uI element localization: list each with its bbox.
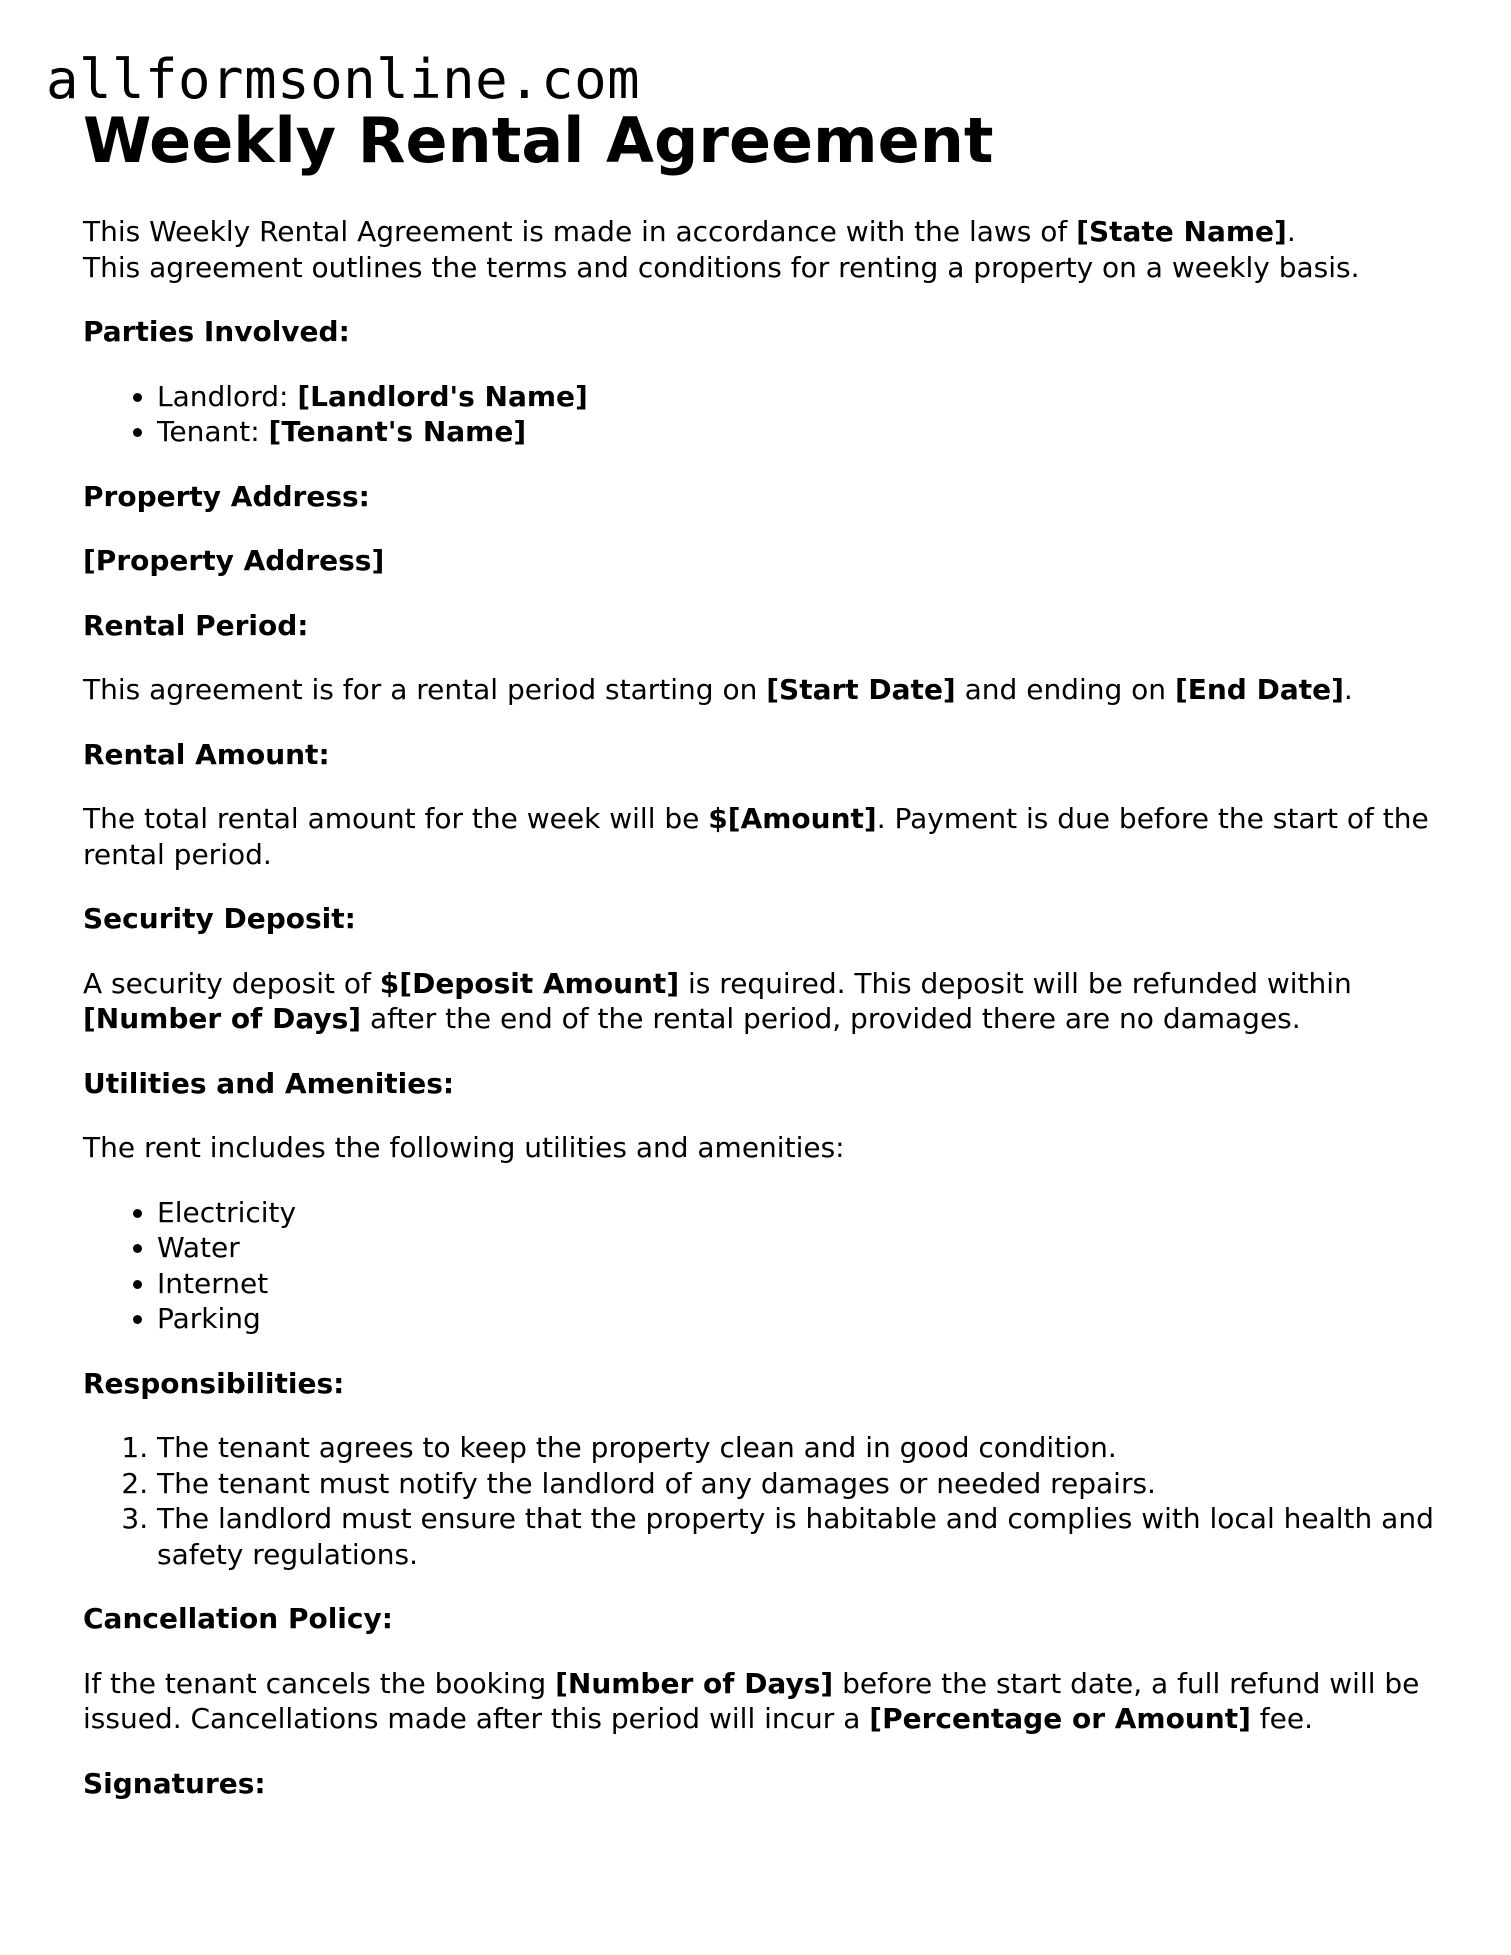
- list-item: 2. The tenant must notify the landlord of any damages or needed repairs.: [157, 1466, 1443, 1502]
- tenant-name-placeholder: [Tenant's Name]: [268, 415, 527, 448]
- list-item: 3. The landlord must ensure that the property is habitable and complies with local health and safety regulations.: [157, 1501, 1443, 1572]
- rental-amount-paragraph: [83, 801, 1443, 872]
- amount-text: The total rental amount for the week will be: [83, 802, 709, 835]
- property-heading: Property Address:: [83, 479, 370, 513]
- document-title: Weekly Rental Agreement: [83, 104, 994, 177]
- intro-text: This Weekly Rental Agreement is made in accordance with the laws of: [83, 215, 1077, 248]
- document-body: [83, 102, 1443, 1830]
- utilities-list: [83, 1195, 1443, 1337]
- tenant-label: Tenant:: [157, 415, 269, 448]
- deposit-text-end: after the end of the rental period, provided there are no damages.: [361, 1002, 1301, 1035]
- list-item: [157, 379, 1443, 415]
- deposit-text: A security deposit of: [83, 966, 380, 1000]
- cancellation-text-mid: before the start date, a full refund will be issued. Cancellations made after this period will incur a: [83, 1666, 1420, 1735]
- intro-paragraph: [83, 214, 1443, 285]
- parties-heading: Parties Involved:: [83, 315, 350, 348]
- intro-text-end: .: [1286, 215, 1296, 248]
- list-item: • Parking: [157, 1301, 1443, 1337]
- start-date-placeholder: [Start Date]: [766, 673, 956, 706]
- landlord-name-placeholder: [Landlord's Name]: [297, 379, 588, 413]
- period-text-mid: and ending on: [955, 673, 1175, 706]
- responsibilities-heading: Responsibilities:: [83, 1366, 345, 1400]
- intro-line-2: This agreement outlines the terms and conditions for renting a property on a weekly basis.: [83, 250, 1360, 284]
- list-item: 1. The tenant agrees to keep the property clean and in good condition.: [157, 1430, 1443, 1466]
- list-item: [157, 414, 1443, 450]
- cancellation-heading: Cancellation Policy:: [83, 1602, 393, 1635]
- deposit-amount-placeholder: $[Deposit Amount]: [379, 966, 680, 1000]
- state-name-placeholder: [State Name]: [1076, 215, 1287, 248]
- rental-period-paragraph: [83, 672, 1443, 708]
- signatures-heading: Signatures:: [83, 1766, 266, 1800]
- cancellation-paragraph: [83, 1666, 1443, 1737]
- cancellation-text: If the tenant cancels the booking: [83, 1666, 556, 1700]
- security-deposit-heading: Security Deposit:: [83, 902, 356, 935]
- amount-text-end: . Payment is due before the start of the rental period.: [83, 802, 1429, 871]
- cancellation-text-end: fee.: [1250, 1702, 1314, 1735]
- refund-days-placeholder: [Number of Days]: [83, 1002, 362, 1035]
- rental-amount-heading: Rental Amount:: [83, 737, 330, 771]
- cancellation-days-placeholder: [Number of Days]: [555, 1666, 834, 1700]
- list-item: • Electricity: [157, 1195, 1443, 1231]
- parties-list: [83, 379, 1443, 450]
- utilities-paragraph: The rent includes the following utilities and amenities:: [83, 1131, 845, 1164]
- list-item: • Water: [157, 1230, 1443, 1266]
- property-address-placeholder: [Property Address]: [83, 544, 385, 577]
- utilities-heading: Utilities and Amenities:: [83, 1066, 455, 1100]
- period-text: This agreement is for a rental period starting on: [83, 673, 767, 706]
- list-item: • Internet: [157, 1266, 1443, 1302]
- responsibilities-list: [83, 1430, 1443, 1572]
- deposit-text-mid: is required. This deposit will be refunded within: [679, 966, 1352, 1000]
- cancellation-fee-placeholder: [Percentage or Amount]: [869, 1702, 1251, 1735]
- end-date-placeholder: [End Date]: [1174, 673, 1344, 706]
- security-deposit-paragraph: [83, 966, 1443, 1037]
- period-text-end: .: [1343, 673, 1353, 706]
- rental-period-heading: Rental Period:: [83, 608, 309, 642]
- landlord-label: Landlord:: [157, 379, 298, 413]
- amount-placeholder: $[Amount]: [708, 802, 877, 835]
- site-watermark: allformsonline.com: [46, 48, 641, 111]
